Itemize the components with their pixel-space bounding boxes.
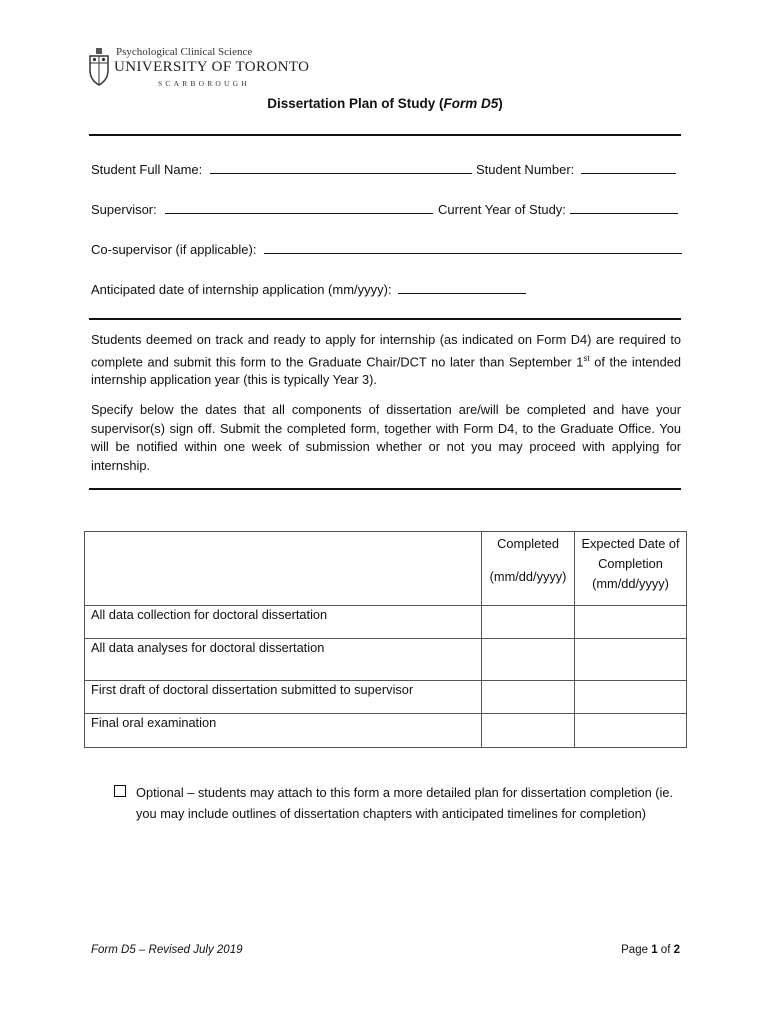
expected-date-cell[interactable] [575, 639, 687, 681]
header-expected-format: (mm/dd/yyyy) [592, 576, 669, 591]
year-of-study-label: Current Year of Study: [438, 202, 566, 217]
title-close: ) [498, 96, 503, 111]
co-supervisor-field [91, 239, 682, 257]
student-number-input[interactable] [581, 159, 676, 174]
row-label: Final oral examination [85, 714, 482, 748]
optional-text: Optional – students may attach to this form a more detailed plan for dissertation completion (ie. you may include outlines of dissertation chapters with anticipated timelines for completion) [136, 785, 674, 821]
table-header-row [85, 532, 687, 606]
co-supervisor-input[interactable] [264, 239, 682, 254]
footer-form-revision: Form D5 – Revised July 2019 [91, 944, 243, 956]
table-row [85, 714, 687, 748]
header-expected [575, 532, 687, 606]
table-row [85, 681, 687, 714]
expected-date-cell[interactable] [575, 714, 687, 748]
divider-bottom [89, 488, 681, 490]
p1-text-after: of the intended internship application year (this is typically Year 3). [91, 353, 682, 388]
logo-department: Psychological Clinical Science [116, 46, 253, 58]
header-completed-format: (mm/dd/yyyy) [489, 569, 567, 584]
page-mid: of [657, 944, 674, 956]
year-of-study-input[interactable] [570, 199, 678, 214]
completed-date-cell[interactable] [482, 639, 575, 681]
row-label: All data analyses for doctoral dissertation [85, 639, 482, 681]
title-main: Dissertation Plan of Study ( [267, 96, 444, 111]
logo-campus: SCARBOROUGH [158, 79, 250, 88]
header-completed [482, 532, 575, 606]
page-prefix: Page [621, 944, 652, 956]
supervisor-input[interactable] [165, 199, 433, 214]
internship-date-field [91, 279, 526, 297]
table-row [85, 639, 687, 681]
expected-date-cell[interactable] [575, 606, 687, 639]
header-completed-label: Completed [497, 536, 559, 551]
optional-checkbox[interactable] [114, 785, 126, 797]
completed-date-cell[interactable] [482, 681, 575, 714]
optional-note [114, 782, 694, 824]
page-total: 2 [673, 944, 680, 956]
header-blank-cell [85, 532, 482, 606]
completed-date-cell[interactable] [482, 606, 575, 639]
year-of-study-field [438, 199, 678, 217]
supervisor-field [91, 199, 433, 217]
student-name-label: Student Full Name: [91, 162, 203, 177]
internship-date-input[interactable] [398, 279, 526, 294]
student-name-field [91, 159, 472, 177]
p1-superscript: st [583, 353, 590, 363]
instructions-paragraph-1 [91, 331, 681, 390]
student-number-label: Student Number: [476, 162, 575, 177]
student-number-field [476, 159, 676, 177]
divider-top [89, 134, 681, 136]
completed-date-cell[interactable] [482, 714, 575, 748]
page-current: 1 [651, 944, 658, 956]
expected-date-cell[interactable] [575, 681, 687, 714]
supervisor-label: Supervisor: [91, 202, 157, 217]
row-label: All data collection for doctoral dissertation [85, 606, 482, 639]
header-expected-label-1: Expected Date of [581, 536, 680, 551]
dissertation-plan-table [84, 531, 687, 748]
table-row [85, 606, 687, 639]
p1-text-before: Students deemed on track and ready to apply for internship (as indicated on Form D4) are required to complete and submit this form to the Graduate Chair/DCT no later than September 1 [91, 332, 681, 369]
student-name-input[interactable] [210, 159, 472, 174]
instructions-paragraph-2: Specify below the dates that all components of dissertation are/will be completed and have your supervisor(s) sign off. Submit the completed form, together with Form D4, to the Graduate Office. You will be notified within one week of submission whether or not you may proceed with applying for internship. [91, 402, 681, 473]
title-form-name: Form D5 [443, 96, 499, 111]
logo-university: UNIVERSITY OF TORONTO [114, 59, 310, 75]
page-title [0, 96, 770, 111]
divider-middle [89, 318, 681, 320]
co-supervisor-label: Co-supervisor (if applicable): [91, 242, 257, 257]
internship-date-label: Anticipated date of internship application (mm/yyyy): [91, 282, 392, 297]
row-label: First draft of doctoral dissertation submitted to supervisor [85, 681, 482, 714]
crest-icon [88, 48, 110, 86]
university-logo [88, 46, 310, 92]
header-expected-label-2: Completion [598, 556, 663, 571]
footer-page-number [621, 944, 680, 956]
